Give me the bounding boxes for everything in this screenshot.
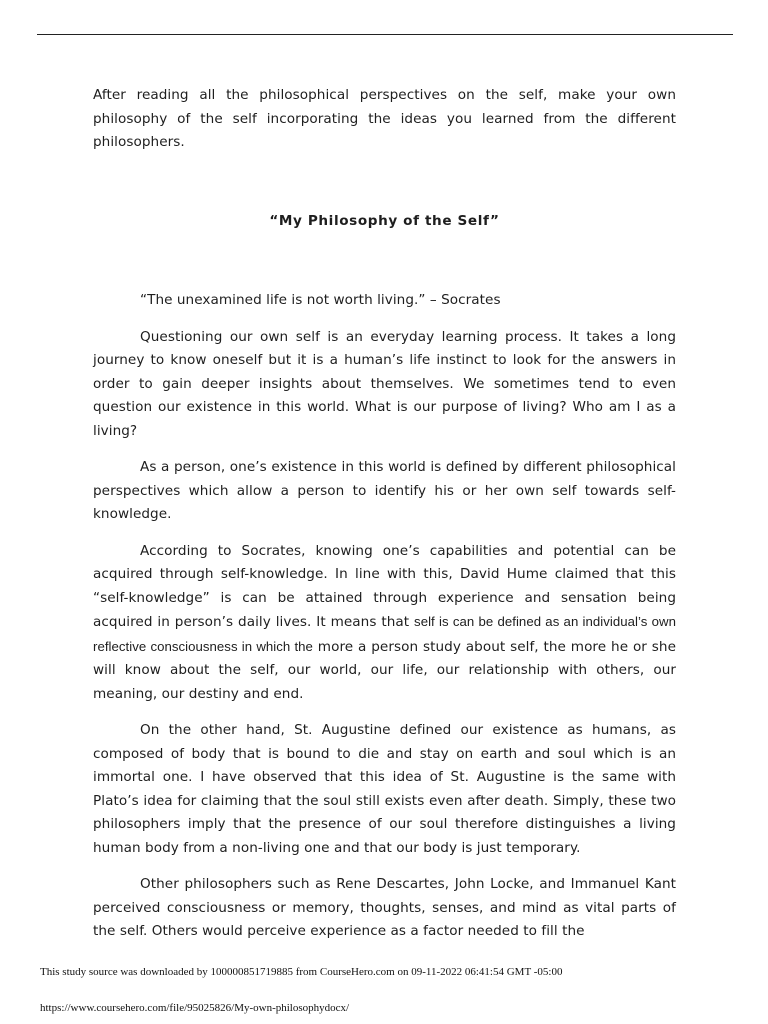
download-notice: This study source was downloaded by 100000851719885 from CourseHero.com on 09-11-2022 06:41:54 GMT -05:00 (40, 966, 563, 978)
paragraph-2: As a person, one’s existence in this world is defined by different philosophical perspectives which allow a person to identify his or her own self towards self-knowledge. (93, 459, 676, 522)
paragraph-5: Other philosophers such as Rene Descartes, John Locke, and Immanuel Kant perceived consciousness or memory, thoughts, senses, and mind as vital parts of the self. Others would perceive experience as a factor needed to fill the (93, 876, 676, 939)
paragraph-4: On the other hand, St. Augustine defined our existence as humans, as composed of body that is bound to die and stay on earth and soul which is an immortal one. I have observed that this idea of St. Augustine is the same with Plato’s idea for claiming that the soul still exists even after death. Simply, these two philosophers imply that the presence of our soul therefore distinguishes a living human body from a non-living one and that our body is just temporary. (93, 722, 676, 856)
paragraph-1: Questioning our own self is an everyday learning process. It takes a long journey to know oneself but it is a human’s life instinct to look for the answers in order to gain deeper insights about themselves. We sometimes tend to even question our existence in this world. What is our purpose of living? Who am I as a living? (93, 328, 676, 439)
header-rule (37, 34, 733, 35)
paragraph-3-part-3: more a person study about self, the more he or she will know about the self, our world, our life, our relationship with others, our meaning, our destiny and end. (93, 638, 676, 702)
epigraph-quote: “The unexamined life is not worth living.” – Socrates (140, 292, 501, 308)
intro-paragraph: After reading all the philosophical perspectives on the self, make your own philosophy of the self incorporating the ideas you learned from the different philosophers. (93, 87, 676, 150)
document-body (93, 84, 676, 944)
paragraph-3-part-1: According to Socrates, knowing one’s capabilities and potential can be acquired through self-knowledge. In line with this, David Hume claimed that this “self-knowledge” is can be attained through experience and sensation being acquired in person’s daily lives. It means that (93, 542, 676, 630)
paragraph-3 (93, 540, 676, 707)
essay-title: “My Philosophy of the Self” (269, 212, 500, 229)
paragraph-3-part-2: self is can be defined as an individual’s own reflective consciousness in which the (93, 614, 676, 654)
source-url-link[interactable]: https://www.coursehero.com/file/95025826/My-own-philosophydocx/ (40, 1002, 350, 1014)
